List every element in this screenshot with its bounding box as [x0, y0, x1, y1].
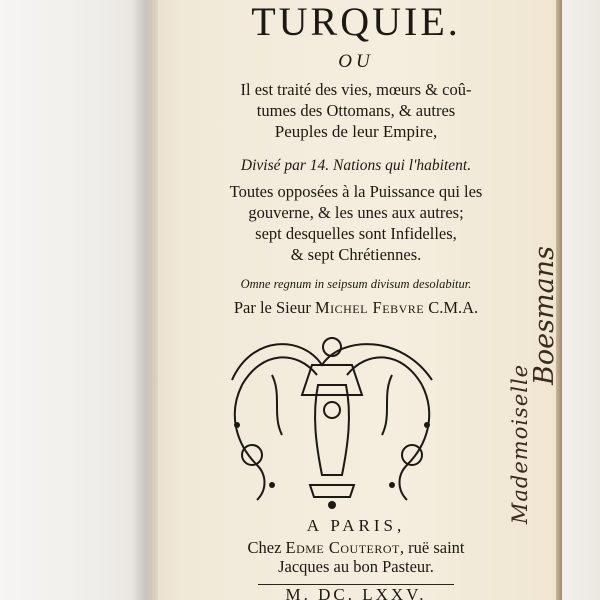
subtitle-line-3: Peuples de leur Empire,	[274, 122, 438, 141]
woodcut-vignette	[212, 325, 452, 513]
imprint-sign: Jacques au bon Pasteur.	[278, 557, 434, 576]
description-line-4: & sept Chrétiennes.	[290, 245, 422, 264]
author-suffix: C.M.A.	[424, 298, 479, 317]
description-line-2: gouverne, & les unes aux autres;	[248, 203, 464, 222]
author-name: Michel Febvre	[314, 298, 425, 317]
handwritten-name: Boesmans	[528, 246, 560, 385]
subtitle-line-1: Il est traité des vies, mœurs & coû-	[240, 80, 472, 99]
division-line: Divisé par 14. Nations qui l'habitent.	[240, 157, 472, 174]
conjunction-ou: OU	[338, 51, 374, 72]
handwritten-title: Mademoiselle	[508, 363, 533, 525]
imprint-date: M. DC. LXXV.	[285, 585, 427, 600]
imprint-city: A PARIS,	[306, 516, 406, 535]
description-line-3: sept desquelles sont Infidelles,	[255, 224, 457, 243]
background	[562, 0, 600, 600]
publisher-name: Edme Couterot	[285, 538, 400, 557]
book-title: TURQUIE.	[251, 0, 461, 44]
author-line	[166, 298, 546, 318]
publisher-prefix: Chez	[247, 538, 286, 557]
latin-epigraph: Omne regnum in seipsum divisum desolabitur.	[240, 277, 472, 291]
left-page	[0, 0, 150, 600]
subtitle-line-2: tumes des Ottomans, & autres	[256, 101, 456, 120]
description-line-1: Toutes opposées à la Puissance qui les	[229, 182, 483, 201]
imprint-publisher	[166, 538, 546, 558]
publisher-address: , ruë saint	[399, 538, 465, 557]
book-gutter	[132, 0, 158, 600]
author-prefix: Par le Sieur	[233, 298, 315, 317]
